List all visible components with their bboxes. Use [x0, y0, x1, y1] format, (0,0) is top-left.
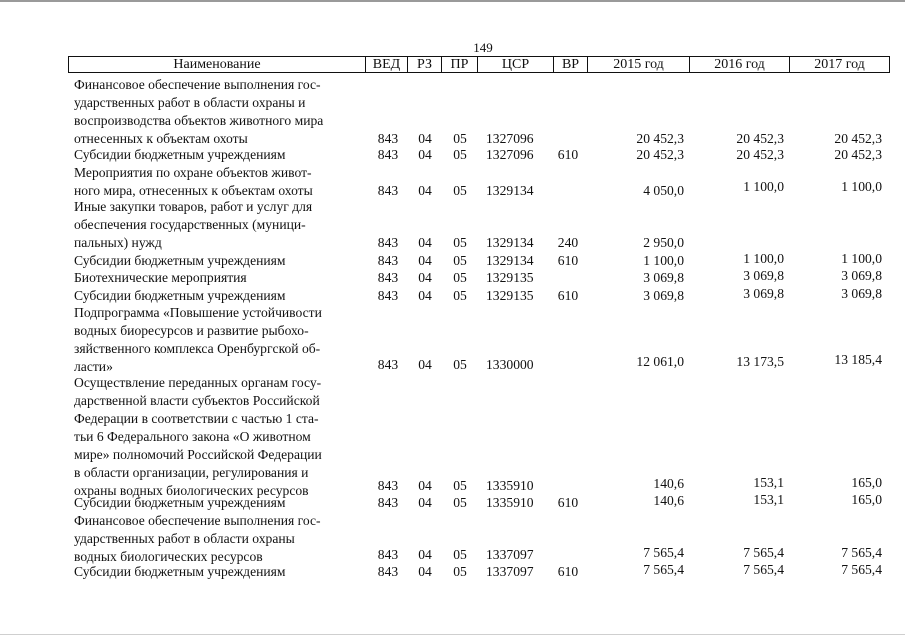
row-csr: 1329135: [486, 270, 534, 285]
row-name: Субсидии бюджетным учреждениям: [74, 147, 286, 162]
row-csr: 1329134: [486, 235, 534, 250]
row-2015: 7 565,4: [643, 545, 684, 560]
row-ved: 843: [377, 253, 399, 268]
header-rz: РЗ: [407, 57, 441, 72]
row-csr: 1337097: [486, 547, 534, 562]
row-pr: 05: [453, 253, 467, 268]
row-ved: 843: [377, 547, 399, 562]
row-csr: 1327096: [486, 147, 534, 162]
row-2016: 13 173,5: [736, 354, 784, 369]
row-name: Подпрограмма «Повышение устойчивости водных биоресурсов и развитие рыбохо- зяйственного комплекса Оренбургской об- ласти»: [74, 305, 322, 374]
header-vr: ВР: [553, 57, 587, 72]
row-name: Биотехнические мероприятия: [74, 270, 247, 285]
row-name: Осуществление переданных органам госу- дарственной власти субъектов Российской Федерации в соответствии с частью 1 ста- тьи 6 Федерального закона «О животном мире» полномочий Российской Федерации в области организации, регулирования и охраны водных биологических ресурсов: [74, 375, 322, 498]
row-name: Мероприятия по охране объектов живот- ного мира, отнесенных к объектам охоты: [74, 165, 313, 198]
row-ved: 843: [377, 564, 399, 579]
row-2017: 1 100,0: [841, 179, 882, 194]
row-2016: 3 069,8: [743, 268, 784, 283]
row-csr: 1329134: [486, 183, 534, 198]
row-rz: 04: [418, 253, 432, 268]
header-2015: 2015 год: [587, 57, 689, 72]
row-2017: 3 069,8: [841, 286, 882, 301]
row-csr: 1337097: [486, 564, 534, 579]
row-2017: 3 069,8: [841, 268, 882, 283]
page-number: 149: [473, 40, 493, 55]
header-pr: ПР: [441, 57, 477, 72]
row-ved: 843: [377, 357, 399, 372]
row-ved: 843: [377, 495, 399, 510]
row-ved: 843: [377, 288, 399, 303]
row-rz: 04: [418, 478, 432, 493]
header-2017: 2017 год: [789, 57, 889, 72]
row-vr: 610: [557, 288, 579, 303]
row-vr: 610: [557, 564, 579, 579]
row-rz: 04: [418, 270, 432, 285]
row-name: Иные закупки товаров, работ и услуг для обеспечения государственных (муници- пальных) нужд: [74, 199, 313, 250]
row-pr: 05: [453, 235, 467, 250]
row-ved: 843: [377, 147, 399, 162]
row-csr: 1335910: [486, 478, 534, 493]
row-2016: 20 452,3: [736, 131, 784, 146]
row-pr: 05: [453, 183, 467, 198]
row-2015: 20 452,3: [636, 147, 684, 162]
row-pr: 05: [453, 495, 467, 510]
row-name: Субсидии бюджетным учреждениям: [74, 495, 286, 510]
row-vr: 610: [557, 147, 579, 162]
row-vr: 610: [557, 253, 579, 268]
row-name: Финансовое обеспечение выполнения гос- ударственных работ в области охраны и воспроизводства объектов животного мира отнесенных к объектам охоты: [74, 77, 324, 146]
header-csr: ЦСР: [477, 57, 553, 72]
row-rz: 04: [418, 235, 432, 250]
row-rz: 04: [418, 357, 432, 372]
row-2016: 153,1: [753, 475, 784, 490]
row-ved: 843: [377, 131, 399, 146]
row-pr: 05: [453, 147, 467, 162]
row-csr: 1327096: [486, 131, 534, 146]
row-pr: 05: [453, 564, 467, 579]
row-2016: 7 565,4: [743, 562, 784, 577]
row-pr: 05: [453, 547, 467, 562]
row-2015: 1 100,0: [643, 253, 684, 268]
row-ved: 843: [377, 270, 399, 285]
row-2015: 12 061,0: [636, 354, 684, 369]
row-pr: 05: [453, 357, 467, 372]
table-header: [68, 56, 890, 73]
row-2015: 7 565,4: [643, 562, 684, 577]
row-rz: 04: [418, 288, 432, 303]
row-vr: 610: [557, 495, 579, 510]
row-ved: 843: [377, 235, 399, 250]
row-csr: 1335910: [486, 495, 534, 510]
row-2015: 2 950,0: [643, 235, 684, 250]
row-rz: 04: [418, 183, 432, 198]
row-name: Субсидии бюджетным учреждениям: [74, 288, 286, 303]
row-name: Финансовое обеспечение выполнения гос- ударственных работ в области охраны водных биологических ресурсов: [74, 513, 321, 564]
header-name: Наименование: [173, 57, 261, 72]
row-2015: 4 050,0: [643, 183, 684, 198]
row-csr: 1329135: [486, 288, 534, 303]
row-csr: 1330000: [486, 357, 534, 372]
header-ved: ВЕД: [365, 57, 407, 72]
row-2015: 140,6: [653, 493, 684, 508]
row-ved: 843: [377, 183, 399, 198]
row-rz: 04: [418, 564, 432, 579]
row-rz: 04: [418, 547, 432, 562]
row-pr: 05: [453, 288, 467, 303]
row-rz: 04: [418, 495, 432, 510]
row-pr: 05: [453, 131, 467, 146]
row-2016: 1 100,0: [743, 179, 784, 194]
scan-edge-bottom: [0, 634, 905, 635]
row-2016: 7 565,4: [743, 545, 784, 560]
row-vr: 240: [557, 235, 579, 250]
row-2015: 20 452,3: [636, 131, 684, 146]
row-2017: 165,0: [851, 475, 882, 490]
row-2016: 3 069,8: [743, 286, 784, 301]
row-pr: 05: [453, 478, 467, 493]
scan-edge-top: [0, 0, 905, 2]
row-2015: 140,6: [653, 476, 684, 491]
row-2017: 1 100,0: [841, 251, 882, 266]
row-csr: 1329134: [486, 253, 534, 268]
row-2016: 20 452,3: [736, 147, 784, 162]
row-name: Субсидии бюджетным учреждениям: [74, 564, 286, 579]
row-2017: 165,0: [851, 492, 882, 507]
header-2016: 2016 год: [689, 57, 789, 72]
row-rz: 04: [418, 147, 432, 162]
row-2016: 1 100,0: [743, 251, 784, 266]
row-2017: 7 565,4: [841, 562, 882, 577]
row-2017: 7 565,4: [841, 545, 882, 560]
row-2015: 3 069,8: [643, 270, 684, 285]
row-2017: 13 185,4: [834, 352, 882, 367]
row-name: Субсидии бюджетным учреждениям: [74, 253, 286, 268]
row-ved: 843: [377, 478, 399, 493]
row-2016: 153,1: [753, 492, 784, 507]
row-rz: 04: [418, 131, 432, 146]
row-2017: 20 452,3: [834, 131, 882, 146]
row-2017: 20 452,3: [834, 147, 882, 162]
row-pr: 05: [453, 270, 467, 285]
row-2015: 3 069,8: [643, 288, 684, 303]
